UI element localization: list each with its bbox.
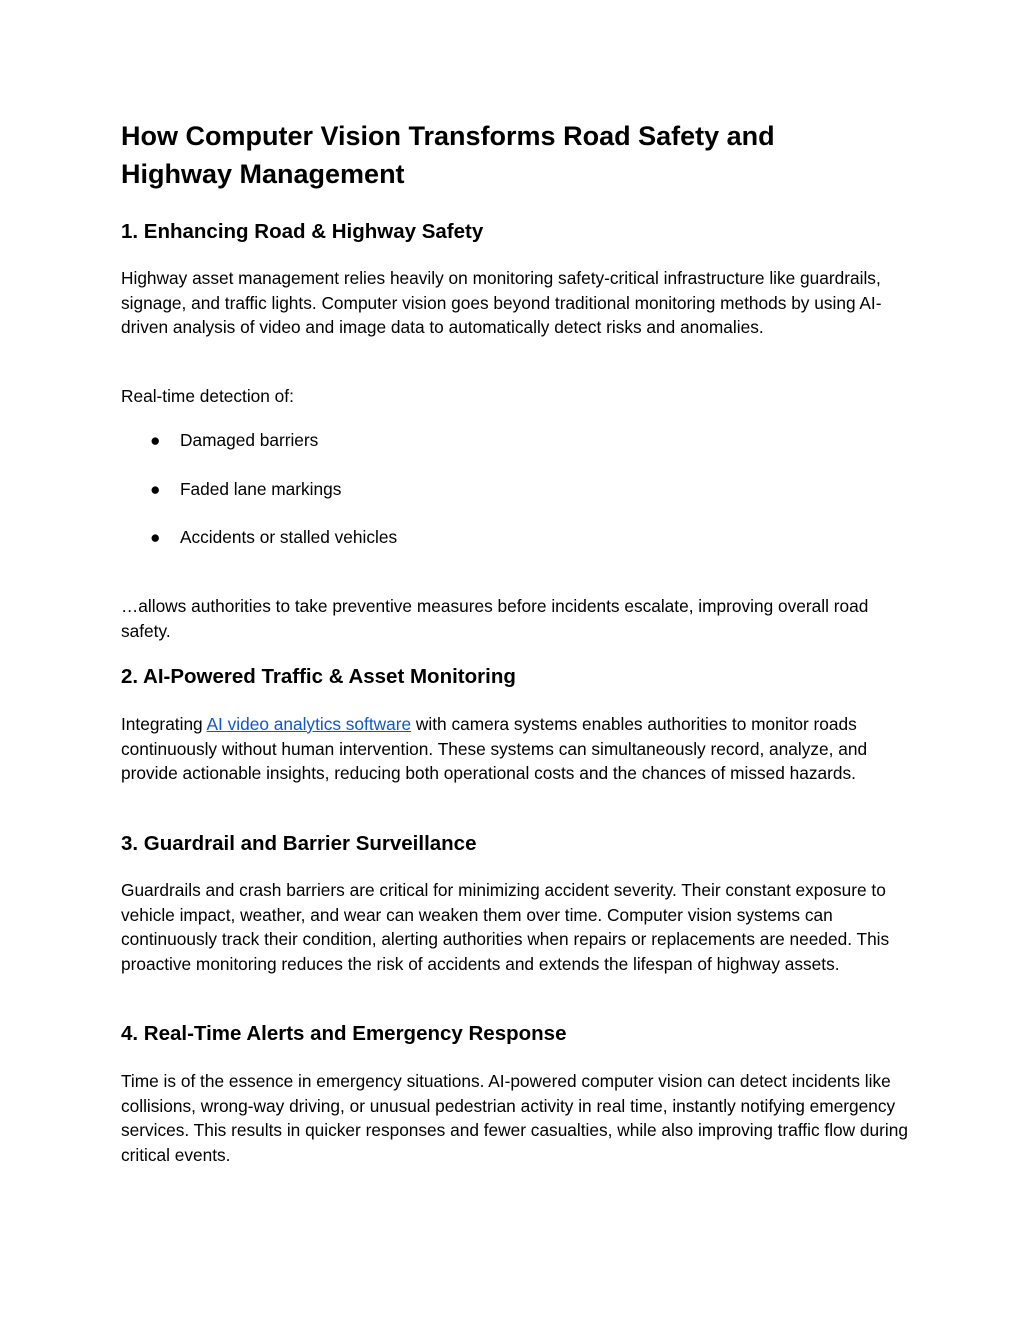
section-4-paragraph: Time is of the essence in emergency situations. AI-powered computer vision can detect incidents like collisions, wrong-way driving, or unusual pedestrian activity in real time, instantly notifying emergency services. This results in quicker responses and fewer casualties, while also improving traffic flow during critical events. bbox=[121, 1071, 908, 1165]
list-item-label: Faded lane markings bbox=[180, 479, 342, 499]
section-2-paragraph bbox=[121, 712, 911, 786]
ai-video-analytics-link[interactable]: AI video analytics software bbox=[206, 714, 412, 734]
section-1-list-intro: Real-time detection of: bbox=[121, 386, 294, 406]
list-item-label: Damaged barriers bbox=[180, 430, 319, 450]
bullet-icon: ● bbox=[150, 479, 161, 499]
section-1-paragraph: Highway asset management relies heavily on monitoring safety-critical infrastructure like guardrails, signage, and traffic lights. Computer vision goes beyond traditional monitoring methods by using AI-driven analysis of video and image data to automatically detect risks and anomalies. bbox=[121, 268, 882, 337]
section-4-heading: 4. Real-Time Alerts and Emergency Response bbox=[121, 1022, 567, 1045]
section-1-conclusion: …allows authorities to take preventive measures before incidents escalate, improving overall road safety. bbox=[121, 596, 869, 641]
section-3-heading: 3. Guardrail and Barrier Surveillance bbox=[121, 832, 477, 855]
list-item bbox=[150, 525, 397, 549]
bullet-icon: ● bbox=[150, 527, 161, 547]
paragraph-text: with camera systems enables authorities to monitor roads continuously without human intervention. These systems can simultaneously record, analyze, and provide actionable insights, reducing both operational costs and the chances of missed hazards. bbox=[121, 714, 868, 783]
paragraph-text: Integrating bbox=[121, 714, 207, 734]
list-item bbox=[150, 477, 341, 501]
section-1-heading: 1. Enhancing Road & Highway Safety bbox=[121, 220, 484, 243]
document-title: How Computer Vision Transforms Road Safety and Highway Management bbox=[121, 121, 775, 189]
section-3-paragraph: Guardrails and crash barriers are critical for minimizing accident severity. Their constant exposure to vehicle impact, weather, and wear can weaken them over time. Computer vision systems can continuously track their condition, alerting authorities when repairs or replacements are needed. This proactive monitoring reduces the risk of accidents and extends the lifespan of highway assets. bbox=[121, 880, 890, 974]
bullet-icon: ● bbox=[150, 430, 161, 450]
list-item bbox=[150, 428, 318, 452]
section-2-heading: 2. AI-Powered Traffic & Asset Monitoring bbox=[121, 665, 516, 688]
list-item-label: Accidents or stalled vehicles bbox=[180, 527, 398, 547]
